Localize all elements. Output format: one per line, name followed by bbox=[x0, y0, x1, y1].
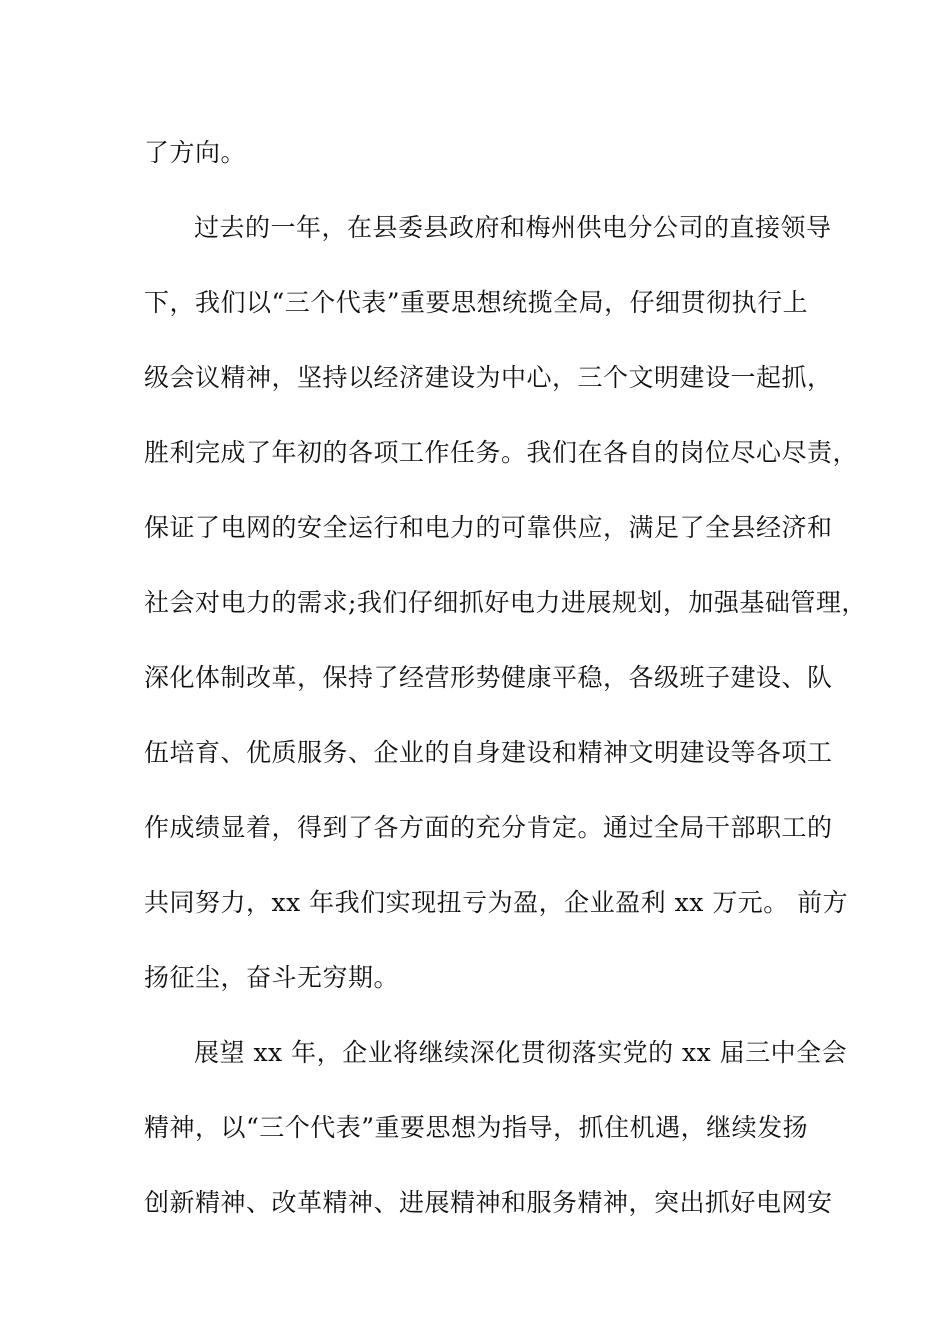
text-line: 保证了电网的安全运行和电力的可靠供应，满足了全县经济和 bbox=[144, 513, 833, 542]
text-line: 作成绩显着，得到了各方面的充分肯定。通过全局干部职工的 bbox=[144, 813, 833, 842]
text-line: 级会议精神，坚持以经济建设为中心，三个文明建设一起抓， bbox=[144, 363, 833, 392]
text-line: 精神，以“三个代表”重要思想为指导，抓住机遇，继续发扬 bbox=[144, 1113, 809, 1142]
text-line: 下，我们以“三个代表”重要思想统揽全局，仔细贯彻执行上 bbox=[144, 288, 809, 317]
text-line: 深化体制改革，保持了经营形势健康平稳，各级班子建设、队 bbox=[144, 663, 833, 692]
text-line: 共同努力，xx 年我们实现扭亏为盈，企业盈利 xx 万元。 前方 bbox=[144, 888, 849, 917]
text-line: 胜利完成了年初的各项工作任务。我们在各自的岗位尽心尽责， bbox=[144, 438, 859, 467]
paragraph-first-line: 过去的一年，在县委县政府和梅州供电分公司的直接领导 bbox=[194, 213, 832, 242]
text-line: 创新精神、改革精神、进展精神和服务精神，突出抓好电网安 bbox=[144, 1188, 833, 1217]
text-line: 了方向。 bbox=[144, 138, 247, 167]
paragraph-first-line: 展望 xx 年，企业将继续深化贯彻落实党的 xx 届三中全会 bbox=[194, 1038, 848, 1067]
text-line: 社会对电力的需求;我们仔细抓好电力进展规划，加强基础管理， bbox=[144, 588, 867, 617]
text-line: 扬征尘，奋斗无穷期。 bbox=[144, 963, 400, 992]
text-line: 伍培育、优质服务、企业的自身建设和精神文明建设等各项工 bbox=[144, 738, 833, 767]
